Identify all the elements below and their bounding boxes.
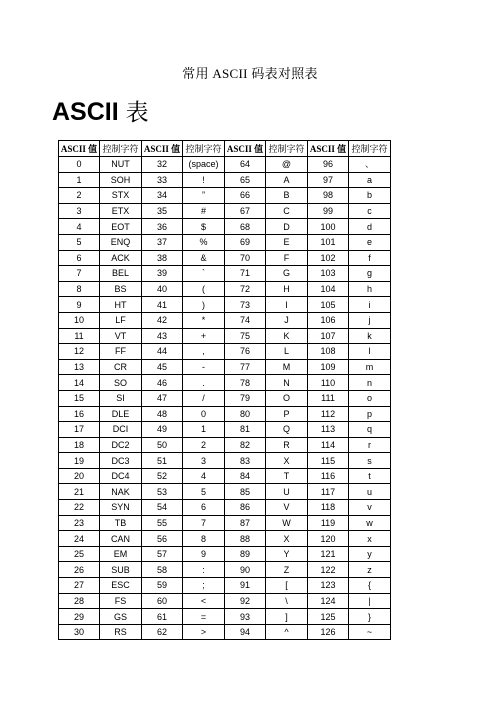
control-char-cell: ”: [183, 188, 225, 204]
control-char-cell: ACK: [100, 250, 142, 266]
section-heading-suffix: 表: [125, 99, 149, 125]
control-char-cell: F: [266, 250, 308, 266]
ascii-value-cell: 15: [59, 390, 100, 406]
ascii-value-cell: 33: [142, 172, 183, 188]
control-char-cell: GS: [100, 609, 142, 625]
control-char-cell: NUT: [100, 157, 142, 173]
ascii-value-cell: 107: [308, 328, 349, 344]
control-char-cell: `: [183, 266, 225, 282]
ascii-value-cell: 39: [142, 266, 183, 282]
ascii-value-cell: 44: [142, 344, 183, 360]
ascii-value-cell: 61: [142, 609, 183, 625]
ascii-value-cell: 37: [142, 234, 183, 250]
ascii-value-cell: 46: [142, 375, 183, 391]
ascii-value-cell: 103: [308, 266, 349, 282]
control-char-cell: DLE: [100, 406, 142, 422]
ascii-value-cell: 116: [308, 468, 349, 484]
ascii-value-cell: 79: [225, 390, 266, 406]
control-char-cell: O: [266, 390, 308, 406]
ascii-value-cell: 6: [59, 250, 100, 266]
ascii-value-cell: 106: [308, 312, 349, 328]
control-char-cell: SUB: [100, 562, 142, 578]
control-char-cell: BEL: [100, 266, 142, 282]
table-row: [59, 250, 391, 266]
control-char-cell: R: [266, 437, 308, 453]
control-char-cell: ~: [349, 624, 391, 640]
control-char-cell: HT: [100, 297, 142, 313]
ascii-value-cell: 108: [308, 344, 349, 360]
control-char-cell: <: [183, 593, 225, 609]
table-row: [59, 546, 391, 562]
control-char-cell: P: [266, 406, 308, 422]
control-char-cell: C: [266, 203, 308, 219]
ascii-value-cell: 114: [308, 437, 349, 453]
control-char-cell: ,: [183, 344, 225, 360]
ascii-value-cell: 93: [225, 609, 266, 625]
control-char-cell: l: [349, 344, 391, 360]
control-char-cell: DC3: [100, 453, 142, 469]
table-header-row: [59, 141, 391, 157]
ascii-value-cell: 7: [59, 266, 100, 282]
control-char-cell: m: [349, 359, 391, 375]
control-char-cell: }: [349, 609, 391, 625]
ascii-value-cell: 121: [308, 546, 349, 562]
control-char-cell: v: [349, 500, 391, 516]
table-row: [59, 437, 391, 453]
ascii-value-cell: 11: [59, 328, 100, 344]
ascii-value-cell: 122: [308, 562, 349, 578]
ascii-value-cell: 119: [308, 515, 349, 531]
ascii-value-cell: 100: [308, 219, 349, 235]
ascii-value-cell: 50: [142, 437, 183, 453]
control-char-cell: Y: [266, 546, 308, 562]
control-char-cell: d: [349, 219, 391, 235]
section-heading-text: ASCII: [52, 98, 119, 126]
ascii-value-cell: 27: [59, 578, 100, 594]
control-char-cell: STX: [100, 188, 142, 204]
ascii-value-cell: 68: [225, 219, 266, 235]
control-char-cell: Z: [266, 562, 308, 578]
control-char-cell: FS: [100, 593, 142, 609]
control-char-cell: 7: [183, 515, 225, 531]
ascii-value-cell: 54: [142, 500, 183, 516]
control-char-cell: W: [266, 515, 308, 531]
control-char-cell: D: [266, 219, 308, 235]
control-char-cell: 1: [183, 422, 225, 438]
table-row: [59, 515, 391, 531]
control-char-cell: B: [266, 188, 308, 204]
control-char-cell: y: [349, 546, 391, 562]
control-char-cell: DC4: [100, 468, 142, 484]
ascii-value-cell: 36: [142, 219, 183, 235]
control-char-cell: 0: [183, 406, 225, 422]
ascii-value-cell: 26: [59, 562, 100, 578]
table-row: [59, 500, 391, 516]
control-char-cell: 2: [183, 437, 225, 453]
ascii-value-cell: 53: [142, 484, 183, 500]
control-char-cell: X: [266, 531, 308, 547]
control-char-cell: b: [349, 188, 391, 204]
ascii-value-cell: 71: [225, 266, 266, 282]
control-char-cell: SI: [100, 390, 142, 406]
table-row: [59, 219, 391, 235]
ascii-table-body: [59, 157, 391, 640]
control-char-cell: L: [266, 344, 308, 360]
control-char-cell: j: [349, 312, 391, 328]
control-char-cell: r: [349, 437, 391, 453]
ascii-value-cell: 70: [225, 250, 266, 266]
header-control-char: 控制字符: [183, 141, 225, 157]
ascii-value-cell: 125: [308, 609, 349, 625]
ascii-value-cell: 49: [142, 422, 183, 438]
control-char-cell: M: [266, 359, 308, 375]
control-char-cell: *: [183, 312, 225, 328]
control-char-cell: SOH: [100, 172, 142, 188]
control-char-cell: EM: [100, 546, 142, 562]
ascii-value-cell: 2: [59, 188, 100, 204]
control-char-cell: \: [266, 593, 308, 609]
header-ascii-value: ASCII 值: [308, 141, 349, 157]
ascii-value-cell: 96: [308, 157, 349, 173]
control-char-cell: :: [183, 562, 225, 578]
ascii-value-cell: 120: [308, 531, 349, 547]
control-char-cell: p: [349, 406, 391, 422]
ascii-value-cell: 16: [59, 406, 100, 422]
control-char-cell: (: [183, 281, 225, 297]
ascii-value-cell: 8: [59, 281, 100, 297]
ascii-value-cell: 99: [308, 203, 349, 219]
header-control-char: 控制字符: [266, 141, 308, 157]
ascii-value-cell: 1: [59, 172, 100, 188]
ascii-value-cell: 42: [142, 312, 183, 328]
ascii-value-cell: 59: [142, 578, 183, 594]
control-char-cell: (space): [183, 157, 225, 173]
control-char-cell: VT: [100, 328, 142, 344]
table-row: [59, 578, 391, 594]
control-char-cell: >: [183, 624, 225, 640]
control-char-cell: 8: [183, 531, 225, 547]
ascii-value-cell: 22: [59, 500, 100, 516]
ascii-value-cell: 45: [142, 359, 183, 375]
control-char-cell: EOT: [100, 219, 142, 235]
table-row: [59, 234, 391, 250]
ascii-value-cell: 62: [142, 624, 183, 640]
ascii-value-cell: 90: [225, 562, 266, 578]
control-char-cell: k: [349, 328, 391, 344]
control-char-cell: g: [349, 266, 391, 282]
control-char-cell: q: [349, 422, 391, 438]
ascii-value-cell: 30: [59, 624, 100, 640]
control-char-cell: CR: [100, 359, 142, 375]
control-char-cell: x: [349, 531, 391, 547]
control-char-cell: /: [183, 390, 225, 406]
control-char-cell: K: [266, 328, 308, 344]
table-row: [59, 344, 391, 360]
control-char-cell: X: [266, 453, 308, 469]
control-char-cell: E: [266, 234, 308, 250]
table-row: [59, 562, 391, 578]
ascii-value-cell: 55: [142, 515, 183, 531]
ascii-table: [58, 140, 391, 640]
table-row: [59, 593, 391, 609]
ascii-value-cell: 14: [59, 375, 100, 391]
ascii-value-cell: 41: [142, 297, 183, 313]
ascii-value-cell: 23: [59, 515, 100, 531]
ascii-value-cell: 4: [59, 219, 100, 235]
control-char-cell: ): [183, 297, 225, 313]
control-char-cell: c: [349, 203, 391, 219]
control-char-cell: ENQ: [100, 234, 142, 250]
ascii-value-cell: 87: [225, 515, 266, 531]
control-char-cell: w: [349, 515, 391, 531]
ascii-value-cell: 105: [308, 297, 349, 313]
ascii-value-cell: 84: [225, 468, 266, 484]
control-char-cell: SYN: [100, 500, 142, 516]
ascii-value-cell: 52: [142, 468, 183, 484]
ascii-value-cell: 74: [225, 312, 266, 328]
control-char-cell: $: [183, 219, 225, 235]
control-char-cell: %: [183, 234, 225, 250]
control-char-cell: DCI: [100, 422, 142, 438]
table-row: [59, 359, 391, 375]
control-char-cell: !: [183, 172, 225, 188]
control-char-cell: G: [266, 266, 308, 282]
control-char-cell: @: [266, 157, 308, 173]
ascii-value-cell: 94: [225, 624, 266, 640]
control-char-cell: ESC: [100, 578, 142, 594]
ascii-value-cell: 83: [225, 453, 266, 469]
table-row: [59, 390, 391, 406]
table-row: [59, 624, 391, 640]
table-row: [59, 157, 391, 173]
ascii-value-cell: 86: [225, 500, 266, 516]
ascii-value-cell: 43: [142, 328, 183, 344]
ascii-value-cell: 115: [308, 453, 349, 469]
ascii-value-cell: 97: [308, 172, 349, 188]
control-char-cell: 3: [183, 453, 225, 469]
header-ascii-value: ASCII 值: [142, 141, 183, 157]
control-char-cell: Q: [266, 422, 308, 438]
ascii-value-cell: 110: [308, 375, 349, 391]
table-row: [59, 406, 391, 422]
ascii-value-cell: 10: [59, 312, 100, 328]
ascii-value-cell: 126: [308, 624, 349, 640]
control-char-cell: &: [183, 250, 225, 266]
ascii-value-cell: 20: [59, 468, 100, 484]
ascii-value-cell: 69: [225, 234, 266, 250]
control-char-cell: RS: [100, 624, 142, 640]
control-char-cell: =: [183, 609, 225, 625]
control-char-cell: -: [183, 359, 225, 375]
ascii-value-cell: 78: [225, 375, 266, 391]
ascii-value-cell: 118: [308, 500, 349, 516]
control-char-cell: #: [183, 203, 225, 219]
ascii-value-cell: 18: [59, 437, 100, 453]
control-char-cell: .: [183, 375, 225, 391]
ascii-value-cell: 124: [308, 593, 349, 609]
ascii-value-cell: 51: [142, 453, 183, 469]
control-char-cell: ]: [266, 609, 308, 625]
control-char-cell: {: [349, 578, 391, 594]
control-char-cell: U: [266, 484, 308, 500]
ascii-value-cell: 117: [308, 484, 349, 500]
ascii-value-cell: 88: [225, 531, 266, 547]
control-char-cell: n: [349, 375, 391, 391]
ascii-value-cell: 67: [225, 203, 266, 219]
table-row: [59, 484, 391, 500]
control-char-cell: h: [349, 281, 391, 297]
control-char-cell: NAK: [100, 484, 142, 500]
ascii-value-cell: 76: [225, 344, 266, 360]
ascii-value-cell: 82: [225, 437, 266, 453]
control-char-cell: i: [349, 297, 391, 313]
table-row: [59, 312, 391, 328]
control-char-cell: ETX: [100, 203, 142, 219]
ascii-value-cell: 47: [142, 390, 183, 406]
ascii-value-cell: 32: [142, 157, 183, 173]
ascii-value-cell: 113: [308, 422, 349, 438]
control-char-cell: H: [266, 281, 308, 297]
ascii-value-cell: 123: [308, 578, 349, 594]
ascii-value-cell: 0: [59, 157, 100, 173]
table-row: [59, 172, 391, 188]
ascii-value-cell: 28: [59, 593, 100, 609]
table-row: [59, 203, 391, 219]
ascii-value-cell: 5: [59, 234, 100, 250]
ascii-value-cell: 21: [59, 484, 100, 500]
control-char-cell: V: [266, 500, 308, 516]
control-char-cell: z: [349, 562, 391, 578]
control-char-cell: u: [349, 484, 391, 500]
table-row: [59, 281, 391, 297]
ascii-value-cell: 64: [225, 157, 266, 173]
control-char-cell: |: [349, 593, 391, 609]
control-char-cell: [: [266, 578, 308, 594]
ascii-value-cell: 25: [59, 546, 100, 562]
control-char-cell: T: [266, 468, 308, 484]
ascii-value-cell: 73: [225, 297, 266, 313]
ascii-value-cell: 12: [59, 344, 100, 360]
header-control-char: 控制字符: [349, 141, 391, 157]
ascii-value-cell: 81: [225, 422, 266, 438]
ascii-value-cell: 9: [59, 297, 100, 313]
table-row: [59, 328, 391, 344]
control-char-cell: N: [266, 375, 308, 391]
header-ascii-value: ASCII 值: [225, 141, 266, 157]
control-char-cell: DC2: [100, 437, 142, 453]
control-char-cell: 、: [349, 157, 391, 173]
ascii-value-cell: 85: [225, 484, 266, 500]
ascii-value-cell: 104: [308, 281, 349, 297]
table-row: [59, 468, 391, 484]
table-row: [59, 297, 391, 313]
control-char-cell: 9: [183, 546, 225, 562]
ascii-value-cell: 58: [142, 562, 183, 578]
ascii-value-cell: 3: [59, 203, 100, 219]
table-row: [59, 609, 391, 625]
ascii-value-cell: 101: [308, 234, 349, 250]
control-char-cell: BS: [100, 281, 142, 297]
ascii-value-cell: 38: [142, 250, 183, 266]
ascii-value-cell: 48: [142, 406, 183, 422]
ascii-value-cell: 60: [142, 593, 183, 609]
ascii-value-cell: 13: [59, 359, 100, 375]
ascii-value-cell: 89: [225, 546, 266, 562]
control-char-cell: o: [349, 390, 391, 406]
ascii-value-cell: 109: [308, 359, 349, 375]
table-row: [59, 188, 391, 204]
ascii-value-cell: 35: [142, 203, 183, 219]
control-char-cell: t: [349, 468, 391, 484]
ascii-value-cell: 77: [225, 359, 266, 375]
ascii-value-cell: 102: [308, 250, 349, 266]
table-row: [59, 375, 391, 391]
control-char-cell: f: [349, 250, 391, 266]
ascii-value-cell: 75: [225, 328, 266, 344]
control-char-cell: s: [349, 453, 391, 469]
table-row: [59, 266, 391, 282]
ascii-value-cell: 65: [225, 172, 266, 188]
ascii-value-cell: 92: [225, 593, 266, 609]
control-char-cell: +: [183, 328, 225, 344]
control-char-cell: 5: [183, 484, 225, 500]
control-char-cell: J: [266, 312, 308, 328]
ascii-value-cell: 19: [59, 453, 100, 469]
ascii-value-cell: 29: [59, 609, 100, 625]
ascii-value-cell: 17: [59, 422, 100, 438]
control-char-cell: FF: [100, 344, 142, 360]
control-char-cell: ;: [183, 578, 225, 594]
ascii-value-cell: 24: [59, 531, 100, 547]
header-ascii-value: ASCII 值: [59, 141, 100, 157]
control-char-cell: SO: [100, 375, 142, 391]
control-char-cell: TB: [100, 515, 142, 531]
control-char-cell: ^: [266, 624, 308, 640]
control-char-cell: LF: [100, 312, 142, 328]
table-row: [59, 453, 391, 469]
ascii-value-cell: 40: [142, 281, 183, 297]
ascii-value-cell: 72: [225, 281, 266, 297]
control-char-cell: A: [266, 172, 308, 188]
ascii-value-cell: 56: [142, 531, 183, 547]
control-char-cell: CAN: [100, 531, 142, 547]
ascii-value-cell: 112: [308, 406, 349, 422]
section-heading: [52, 97, 149, 127]
ascii-value-cell: 80: [225, 406, 266, 422]
document-title: 常用 ASCII 码表对照表: [182, 66, 318, 81]
ascii-value-cell: 57: [142, 546, 183, 562]
ascii-value-cell: 98: [308, 188, 349, 204]
control-char-cell: I: [266, 297, 308, 313]
control-char-cell: a: [349, 172, 391, 188]
header-control-char: 控制字符: [100, 141, 142, 157]
ascii-value-cell: 34: [142, 188, 183, 204]
control-char-cell: e: [349, 234, 391, 250]
control-char-cell: 6: [183, 500, 225, 516]
ascii-value-cell: 111: [308, 390, 349, 406]
table-row: [59, 422, 391, 438]
ascii-value-cell: 66: [225, 188, 266, 204]
ascii-value-cell: 91: [225, 578, 266, 594]
table-row: [59, 531, 391, 547]
control-char-cell: 4: [183, 468, 225, 484]
